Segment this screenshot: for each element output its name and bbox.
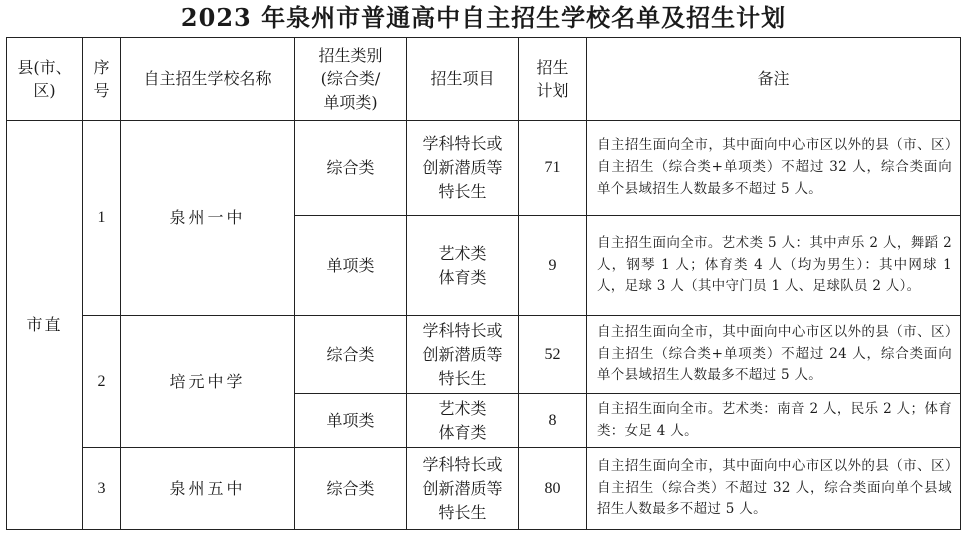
plan-cell: 52 (519, 316, 587, 394)
header-note: 备注 (587, 38, 961, 121)
plan-cell: 71 (519, 121, 587, 216)
page-title: 2023 年泉州市普通高中自主招生学校名单及招生计划 (180, 3, 787, 32)
school-name-cell: 泉州五中 (121, 448, 295, 530)
category-cell: 综合类 (295, 121, 407, 216)
category-cell: 单项类 (295, 216, 407, 316)
project-cell: 艺术类 体育类 (407, 216, 519, 316)
county-cell: 市直 (7, 121, 83, 530)
seq-cell: 1 (83, 121, 121, 316)
header-county: 县(市、 区) (7, 38, 83, 121)
plan-cell: 8 (519, 394, 587, 448)
category-cell: 综合类 (295, 316, 407, 394)
table-row (7, 448, 961, 530)
plan-cell: 9 (519, 216, 587, 316)
enrollment-plan-table (6, 37, 961, 530)
project-cell: 学科特长或 创新潜质等 特长生 (407, 316, 519, 394)
table-row (7, 316, 961, 394)
seq-cell: 3 (83, 448, 121, 530)
plan-cell: 80 (519, 448, 587, 530)
table-row (7, 121, 961, 216)
category-cell: 综合类 (295, 448, 407, 530)
note-cell: 自主招生面向全市。艺术类 5 人：其中声乐 2 人，舞蹈 2 人，钢琴 1 人；体育类 4 人（均为男生）：其中网球 1 人，足球 3 人（其中守门员 1 人、足球队员 2 人）。 (587, 216, 961, 316)
header-category: 招生类别 (综合类/ 单项类) (295, 38, 407, 121)
seq-cell: 2 (83, 316, 121, 448)
note-cell: 自主招生面向全市，其中面向中心市区以外的县（市、区）自主招生（综合类+单项类）不超过 24 人，综合类面向单个县域招生人数最多不超过 5 人。 (587, 316, 961, 394)
school-name-cell: 培元中学 (121, 316, 295, 448)
project-cell: 学科特长或 创新潜质等 特长生 (407, 121, 519, 216)
category-cell: 单项类 (295, 394, 407, 448)
note-cell: 自主招生面向全市，其中面向中心市区以外的县（市、区）自主招生（综合类+单项类）不超过 32 人，综合类面向单个县域招生人数最多不超过 5 人。 (587, 121, 961, 216)
header-seq: 序 号 (83, 38, 121, 121)
header-row (7, 38, 961, 121)
header-school: 自主招生学校名称 (121, 38, 295, 121)
project-cell: 学科特长或 创新潜质等 特长生 (407, 448, 519, 530)
header-plan: 招生 计划 (519, 38, 587, 121)
school-name-cell: 泉州一中 (121, 121, 295, 316)
note-cell: 自主招生面向全市，其中面向中心市区以外的县（市、区）自主招生（综合类）不超过 32 人，综合类面向单个县域招生人数最多不超过 5 人。 (587, 448, 961, 530)
project-cell: 艺术类 体育类 (407, 394, 519, 448)
note-cell: 自主招生面向全市。艺术类：南音 2 人，民乐 2 人；体育类：女足 4 人。 (587, 394, 961, 448)
header-project: 招生项目 (407, 38, 519, 121)
